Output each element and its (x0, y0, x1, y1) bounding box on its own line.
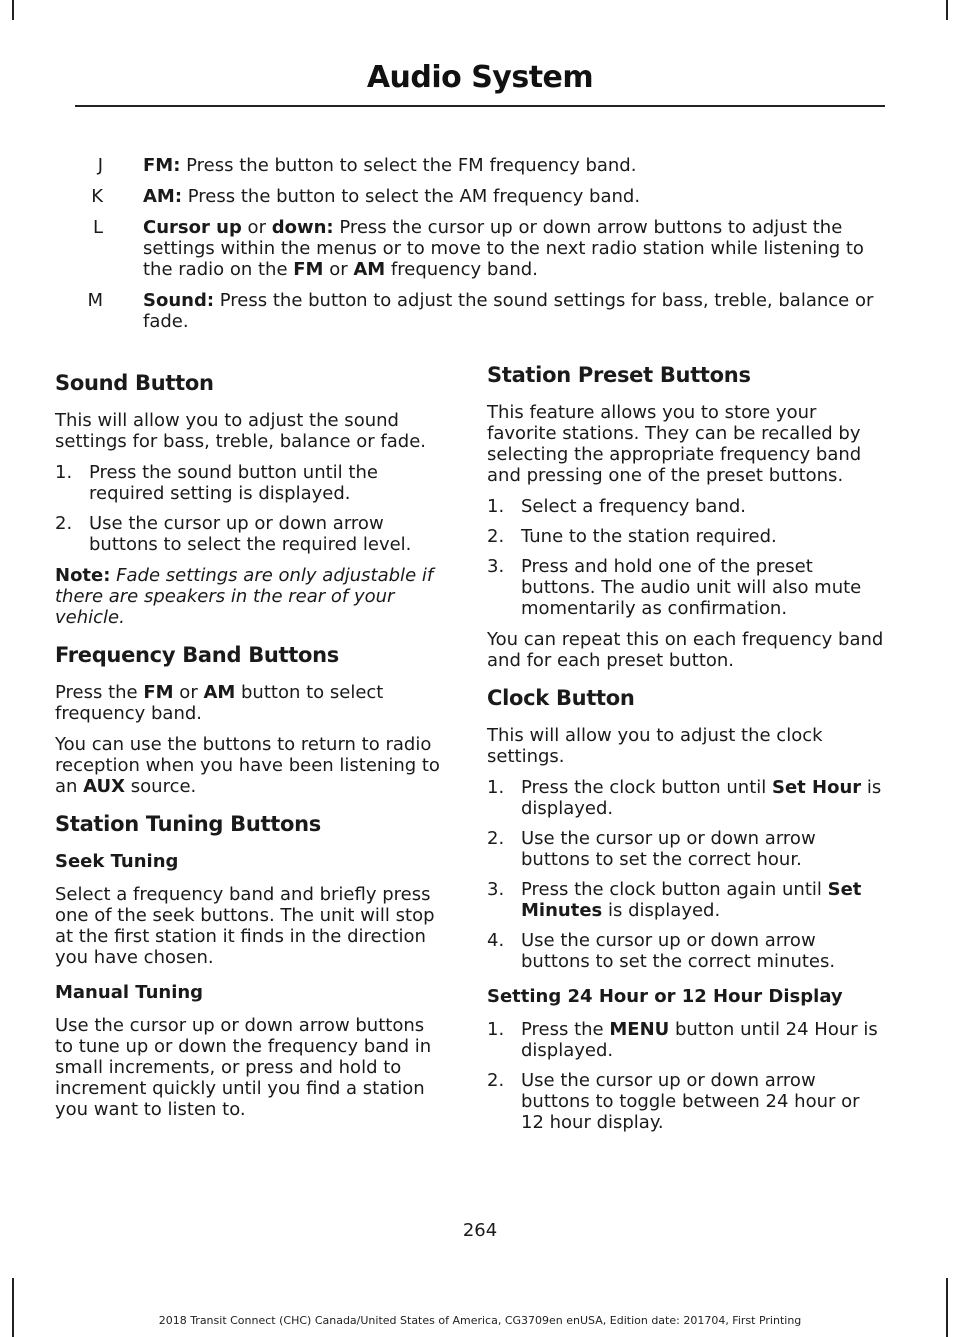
legend-text: Press the cursor up or down arrow buttons to adjust the settings within the menus or to move to the next radio station while listening to the radio on the (143, 217, 864, 280)
paragraph: Select a frequency band and briefly press one of the seek buttons. The unit will stop at the first station it finds in the direction you have chosen. (55, 884, 435, 968)
header-divider (75, 105, 885, 107)
legend-text: Press the button to adjust the sound settings for bass, treble, balance or fade. (143, 290, 874, 332)
step-text (521, 777, 885, 819)
list-item (487, 1070, 885, 1133)
legend-item (55, 290, 885, 332)
list-item (487, 526, 885, 547)
paragraph: Use the cursor up or down arrow buttons to tune up or down the frequency band in small increments, or press and hold to increment quickly until you find a station you want to listen to. (55, 1015, 432, 1120)
subsection-heading: Setting 24 Hour or 12 Hour Display (487, 986, 843, 1007)
text: button until 24 Hour is displayed. (521, 1019, 878, 1061)
step-number: 2. (487, 1070, 505, 1091)
paragraph (55, 734, 447, 797)
legend-text: Press the button to select the AM frequency band. (182, 186, 641, 207)
note-label: Note: (55, 565, 111, 586)
legend-text: frequency band. (385, 259, 538, 280)
text: You can use the buttons to return to radio reception when you have been listening to an (55, 734, 440, 797)
legend-term: Cursor up (143, 217, 242, 238)
step-number: 1. (55, 462, 73, 483)
step-text: Use the cursor up or down arrow buttons to set the correct minutes. (521, 930, 836, 972)
steps-list (487, 496, 885, 619)
crop-mark (946, 0, 948, 20)
legend-key: L (92, 217, 103, 238)
steps-list (55, 462, 447, 555)
list-item (487, 496, 885, 517)
text: Press the clock button until (521, 777, 772, 798)
legend-item (55, 155, 885, 176)
step-number: 2. (487, 828, 505, 849)
text: button to select frequency band. (55, 682, 384, 724)
legend-term: AM (353, 259, 386, 280)
term: Set Hour (772, 777, 862, 798)
step-text (521, 879, 885, 921)
step-text: Select a frequency band. (521, 496, 747, 517)
legend-term: FM: (143, 155, 181, 176)
step-text: Tune to the station required. (521, 526, 777, 547)
step-text: Press the sound button until the required setting is displayed. (89, 462, 378, 504)
step-number: 1. (487, 1019, 505, 1040)
paragraph (55, 682, 447, 724)
legend-key: J (97, 155, 103, 176)
right-column (487, 362, 885, 1143)
note (55, 565, 447, 628)
step-text: Use the cursor up or down arrow buttons to toggle between 24 hour or 12 hour display. (521, 1070, 860, 1133)
legend-description (143, 186, 885, 207)
step-number: 2. (487, 526, 505, 547)
legend-description (143, 290, 885, 332)
legend-key: K (91, 186, 103, 207)
step-number: 2. (55, 513, 73, 534)
step-text: Use the cursor up or down arrow buttons to set the correct hour. (521, 828, 816, 870)
step-text (521, 1019, 885, 1061)
page-title: Audio System (366, 60, 594, 95)
subsection-heading: Manual Tuning (55, 982, 204, 1003)
footer-edition-info: 2018 Transit Connect (CHC) Canada/United States of America, CG3709en enUSA, Edition date: 201704, First Printing (158, 1314, 802, 1327)
term: AM (203, 682, 236, 703)
steps-list (487, 777, 885, 972)
step-text: Use the cursor up or down arrow buttons to select the required level. (89, 513, 412, 555)
legend-key: M (87, 290, 103, 311)
step-number: 1. (487, 777, 505, 798)
list-item (487, 828, 885, 870)
legend-term: Sound: (143, 290, 215, 311)
subsection-heading: Seek Tuning (55, 851, 179, 872)
step-number: 3. (487, 556, 505, 577)
paragraph: This feature allows you to store your favorite stations. They can be recalled by selecting the appropriate frequency band and pressing one of the preset buttons. (487, 402, 862, 486)
step-text: Press and hold one of the preset buttons. The audio unit will also mute momentarily as confirmation. (521, 556, 862, 619)
legend-text: or (241, 217, 272, 238)
paragraph: This will allow you to adjust the clock settings. (487, 725, 823, 767)
legend-term: FM (293, 259, 324, 280)
steps-list (487, 1019, 885, 1133)
note-text: Fade settings are only adjustable if there are speakers in the rear of your vehicle. (55, 565, 434, 628)
section-heading: Clock Button (487, 686, 635, 710)
legend-text: or (323, 259, 354, 280)
legend-item (55, 186, 885, 207)
page-number: 264 (462, 1220, 498, 1241)
text: is displayed. (521, 777, 882, 819)
text: is displayed. (602, 900, 721, 921)
step-number: 4. (487, 930, 505, 951)
text: Press the clock button again until (521, 879, 828, 900)
section-heading: Sound Button (55, 371, 214, 395)
legend-term: down: (271, 217, 334, 238)
legend-term: AM: (143, 186, 183, 207)
step-number: 1. (487, 496, 505, 517)
list-item (487, 777, 885, 819)
list-item (55, 513, 447, 555)
legend-list (55, 155, 885, 342)
paragraph: You can repeat this on each frequency band and for each preset button. (487, 629, 884, 671)
list-item (487, 1019, 885, 1061)
list-item (487, 930, 885, 972)
crop-mark (946, 1278, 948, 1337)
legend-description (143, 217, 885, 280)
section-heading: Frequency Band Buttons (55, 643, 340, 667)
section-heading: Station Preset Buttons (487, 363, 751, 387)
term: MENU (609, 1019, 670, 1040)
list-item (55, 462, 447, 504)
term: AUX (83, 776, 126, 797)
term: FM (143, 682, 174, 703)
list-item (487, 879, 885, 921)
crop-mark (12, 0, 14, 20)
step-number: 3. (487, 879, 505, 900)
section-heading: Station Tuning Buttons (55, 812, 321, 836)
left-column (55, 370, 447, 1130)
term: Set Minutes (521, 879, 862, 921)
paragraph: This will allow you to adjust the sound settings for bass, treble, balance or fade. (55, 410, 427, 452)
text: source. (125, 776, 197, 797)
legend-text: Press the button to select the FM frequency band. (180, 155, 637, 176)
text: or (173, 682, 204, 703)
text: Press the (55, 682, 144, 703)
crop-mark (12, 1278, 14, 1337)
legend-description (143, 155, 885, 176)
legend-item (55, 217, 885, 280)
text: Press the (521, 1019, 610, 1040)
list-item (487, 556, 885, 619)
